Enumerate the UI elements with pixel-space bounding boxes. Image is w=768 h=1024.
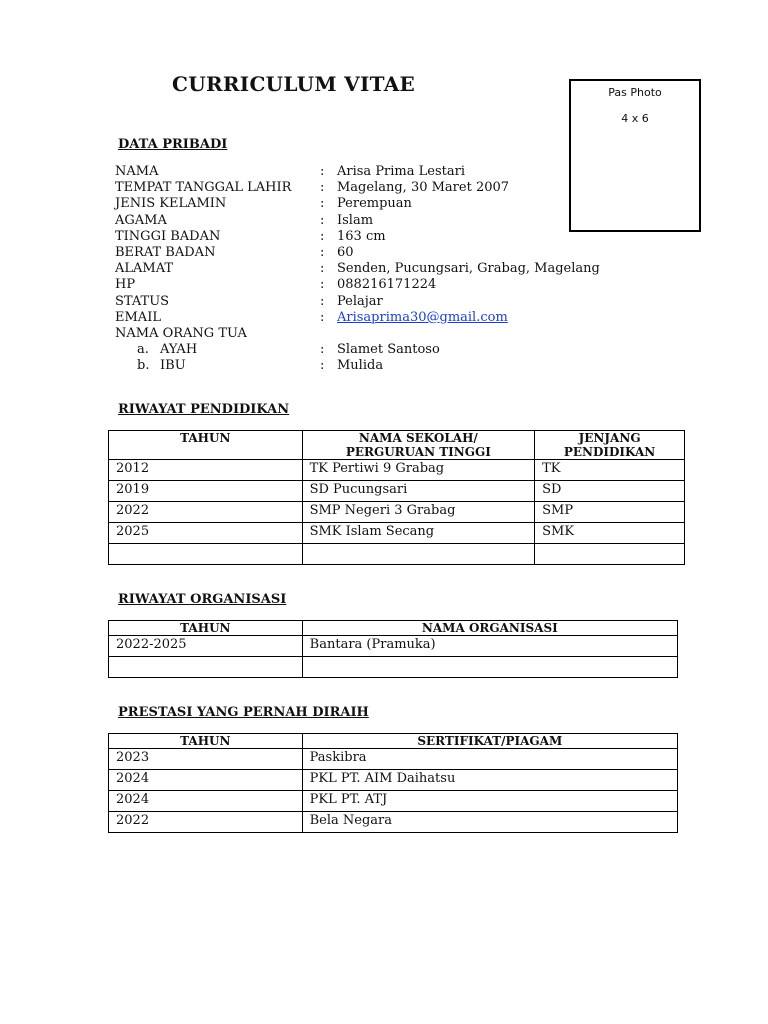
table-cell: 2025 — [109, 523, 303, 544]
table-cell: 2022-2025 — [109, 636, 303, 657]
personal-row-label: TINGGI BADAN — [115, 228, 221, 244]
table-row — [109, 460, 685, 481]
table-cell: Bela Negara — [302, 812, 677, 833]
column-header-text: TAHUN — [180, 621, 231, 635]
table-cell: SD Pucungsari — [302, 481, 535, 502]
table-cell: 2024 — [109, 770, 303, 791]
column-header — [302, 431, 535, 460]
photo-label: Pas Photo — [608, 86, 662, 99]
personal-row-label: NAMA ORANG TUA — [115, 326, 247, 341]
personal-row-value: 60 — [337, 245, 354, 260]
table-cell: SD — [535, 481, 685, 502]
table-cell: SMK Islam Secang — [302, 523, 535, 544]
table-cell: 2024 — [109, 791, 303, 812]
personal-row-value: Senden, Pucungsari, Grabag, Magelang — [337, 261, 600, 277]
personal-row-value: Pelajar — [337, 293, 383, 309]
column-header-text: PENDIDIKAN — [563, 445, 656, 459]
colon-separator: : — [320, 293, 325, 309]
table-row — [109, 523, 685, 544]
table-cell: 2019 — [109, 481, 303, 502]
email-link[interactable]: Arisaprima30@gmail.com — [337, 309, 508, 325]
organization-table — [108, 620, 678, 678]
column-header-text: NAMA ORGANISASI — [421, 621, 558, 635]
table-row — [109, 657, 678, 678]
table-cell: 2022 — [109, 812, 303, 833]
colon-separator: : — [320, 180, 325, 196]
table-cell: PKL PT. ATJ — [302, 791, 677, 812]
column-header-text: TAHUN — [180, 734, 231, 748]
personal-row-label: NAMA — [115, 164, 159, 179]
personal-row-value: 088216171224 — [337, 277, 437, 293]
table-row — [109, 791, 678, 812]
parent-row-label: IBU — [160, 358, 186, 374]
personal-row-label: JENIS KELAMIN — [115, 196, 227, 212]
colon-separator: : — [320, 342, 325, 358]
parent-row-letter: b. — [137, 358, 150, 374]
personal-row-label: AGAMA — [115, 212, 167, 228]
personal-row-value: Islam — [337, 212, 374, 228]
table-row — [109, 481, 685, 502]
table-row — [109, 636, 678, 657]
parent-row-label: AYAH — [160, 342, 198, 358]
personal-row-label: TEMPAT TANGGAL LAHIR — [115, 180, 292, 196]
colon-separator: : — [320, 212, 325, 228]
parent-row-letter: a. — [137, 342, 149, 358]
section-heading-prestasi: PRESTASI YANG PERNAH DIRAIH — [118, 705, 369, 720]
table-cell: SMP — [535, 502, 685, 523]
column-header-text: SERTIFIKAT/PIAGAM — [417, 734, 563, 748]
table-cell — [109, 544, 303, 565]
photo-size: 4 x 6 — [621, 112, 649, 125]
colon-separator: : — [320, 228, 325, 244]
table-cell — [109, 657, 303, 678]
colon-separator: : — [320, 164, 325, 179]
table-row — [109, 770, 678, 791]
colon-separator: : — [320, 309, 325, 325]
personal-row-label: HP — [115, 277, 136, 293]
section-heading-data-pribadi: DATA PRIBADI — [118, 137, 228, 152]
column-header-text: TAHUN — [180, 431, 231, 445]
page-title: CURRICULUM VITAE — [172, 72, 416, 96]
column-header — [109, 734, 303, 749]
table-cell: 2022 — [109, 502, 303, 523]
table-row — [109, 812, 678, 833]
column-header — [109, 431, 303, 460]
table-cell: 2012 — [109, 460, 303, 481]
column-header — [109, 621, 303, 636]
table-cell: Paskibra — [302, 749, 677, 770]
table-row — [109, 544, 685, 565]
personal-row-value: Magelang, 30 Maret 2007 — [337, 180, 510, 196]
colon-separator: : — [320, 245, 325, 260]
colon-separator: : — [320, 196, 325, 212]
table-cell: SMP Negeri 3 Grabag — [302, 502, 535, 523]
colon-separator: : — [320, 261, 325, 277]
table-cell — [302, 657, 677, 678]
personal-row-label: STATUS — [115, 293, 170, 309]
table-cell — [535, 544, 685, 565]
table-row — [109, 749, 678, 770]
column-header-text: PERGURUAN TINGGI — [345, 445, 491, 459]
parent-row-value: Slamet Santoso — [337, 342, 440, 358]
personal-row-value: Perempuan — [337, 196, 412, 212]
section-heading-pendidikan: RIWAYAT PENDIDIKAN — [118, 402, 290, 417]
personal-row-label: EMAIL — [115, 309, 161, 325]
table-cell: TK — [535, 460, 685, 481]
column-header-text: NAMA SEKOLAH/ — [358, 431, 478, 445]
personal-row-value: 163 cm — [337, 228, 386, 244]
table-cell: 2023 — [109, 749, 303, 770]
table-row — [109, 502, 685, 523]
personal-row-value: Arisa Prima Lestari — [337, 164, 465, 179]
colon-separator: : — [320, 358, 325, 374]
table-cell — [302, 544, 535, 565]
table-cell: PKL PT. AIM Daihatsu — [302, 770, 677, 791]
section-heading-organisasi: RIWAYAT ORGANISASI — [118, 592, 287, 607]
personal-row-label: BERAT BADAN — [115, 245, 216, 260]
column-header — [535, 431, 685, 460]
colon-separator: : — [320, 277, 325, 293]
education-table — [108, 430, 685, 565]
photo-placeholder — [569, 79, 701, 232]
column-header — [302, 734, 677, 749]
parent-row-value: Mulida — [337, 358, 384, 374]
achievement-table — [108, 733, 678, 833]
table-cell: Bantara (Pramuka) — [302, 636, 677, 657]
table-cell: SMK — [535, 523, 685, 544]
column-header — [302, 621, 677, 636]
column-header-text: JENJANG — [578, 431, 641, 445]
personal-row-label: ALAMAT — [115, 261, 174, 277]
table-cell: TK Pertiwi 9 Grabag — [302, 460, 535, 481]
